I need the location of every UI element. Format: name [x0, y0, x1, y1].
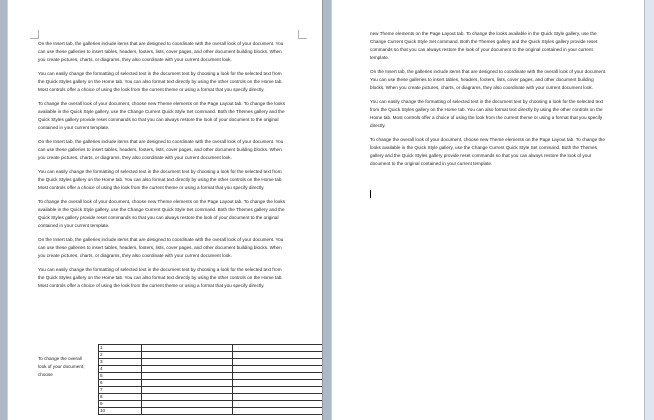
table-cell-number[interactable]: 6 [99, 380, 142, 387]
document-page-2[interactable] [332, 0, 645, 420]
table-cell[interactable] [233, 373, 323, 380]
table-cell-number[interactable]: 7 [99, 387, 142, 394]
table-cell[interactable] [142, 373, 233, 380]
table-cell[interactable] [142, 380, 233, 387]
table-cell-number[interactable]: 5 [99, 373, 142, 380]
table-cell[interactable] [142, 345, 233, 352]
table-row [99, 345, 323, 352]
document-table[interactable] [98, 344, 322, 415]
paragraph[interactable]: You can easily change the formatting of selected text in the document text by choosing a look for the selected text from the Quick Styles gallery on the Home tab. You can also format text directly by using the other controls on the Home tab. Most controls offer a choice of using the look from the current theme or using a format that you specify directly. [38, 168, 283, 190]
table-cell[interactable] [142, 387, 233, 394]
page-1-body[interactable] [38, 40, 288, 296]
table-cell-number[interactable]: 9 [99, 401, 142, 408]
table-cell-number[interactable]: 2 [99, 352, 142, 359]
table-cell[interactable] [233, 380, 323, 387]
table-cell[interactable] [142, 394, 233, 401]
table-row [99, 352, 323, 359]
table-cell[interactable] [233, 366, 323, 373]
table-row [99, 394, 323, 401]
side-note-text[interactable]: To change the overall look of your document, choose [38, 356, 85, 377]
page-2-body[interactable] [370, 30, 608, 174]
table-row [99, 359, 323, 366]
table-cell[interactable] [142, 359, 233, 366]
table-row [99, 401, 323, 408]
paragraph[interactable]: To change the overall look of your document, choose new Theme elements on the Page Layout tab. To change the looks available in the Quick Style gallery, use the Change Current Quick Style Set command. Both the Themes gallery and the Quick Styles gallery provide reset commands so that you can always restore the look of your document to the original contained in your current template. [38, 198, 286, 228]
paragraph[interactable]: To change the overall look of your document, choose new Theme elements on the Page Layout tab. To change the looks available in the Quick Style gallery, use the Change Current Quick Style Set command. Both the Themes gallery and the Quick Styles gallery provide reset commands so that you can always restore the look of your document to the original contained in your current template. [38, 101, 286, 130]
table-cell[interactable] [142, 408, 233, 415]
table-cell[interactable] [233, 401, 323, 408]
paragraph[interactable]: On the Insert tab, the galleries include items that are designed to coordinate with the overall look of your document. You can use these galleries to insert tables, headers, footers, lists, cover pages, and other document building blocks. When you create pictures, charts, or diagrams, they also coordinate with your current document look. [370, 68, 607, 90]
text-cursor [370, 190, 371, 198]
crop-mark-top-left [30, 30, 39, 39]
table-cell-number[interactable]: 4 [99, 366, 142, 373]
paragraph[interactable]: You can easily change the formatting of selected text in the document text by choosing a look for the selected text from the Quick Styles gallery on the Home tab. You can also format text directly by using the other controls on the Home tab. Most controls offer a choice of using the look from the current theme or using a format that you specify directly. [38, 71, 283, 92]
paragraph[interactable]: You can easily change the formatting of selected text in the document text by choosing a look for the selected text from the Quick Styles gallery on the Home tab. You can also format text directly by using the other controls on the Home tab. Most controls offer a choice of using the look from the current theme or using a format that you specify directly. [370, 98, 603, 128]
vertical-scrollbar[interactable] [644, 0, 654, 420]
table-row [99, 366, 323, 373]
table-cell[interactable] [233, 352, 323, 359]
paragraph[interactable]: On the Insert tab, the galleries include items that are designed to coordinate with the overall look of your document. You can use these galleries to insert tables, headers, footers, lists, cover pages, and other document building blocks. When you create pictures, charts, or diagrams, they also coordinate with your current document look. [38, 236, 284, 258]
table-row [99, 408, 323, 415]
table-cell[interactable] [142, 366, 233, 373]
table-cell-number[interactable]: 10 [99, 408, 142, 415]
table-cell-number[interactable]: 8 [99, 394, 142, 401]
crop-mark-top-right [298, 30, 307, 39]
table-cell[interactable] [142, 401, 233, 408]
table-cell[interactable] [142, 352, 233, 359]
paragraph[interactable]: new Theme elements on the Page Layout tab. To change the looks available in the Quick Style gallery, use the Change Current Quick Style Set command. Both the Themes gallery and the Quick Styles gallery provide reset commands so that you can always restore the look of your document to the original contained in your current template. [370, 31, 598, 60]
paragraph[interactable]: To change the overall look of your document, choose new Theme elements on the Page Layout tab. To change the looks available in the Quick Style gallery, use the Change Current Quick Style Set command. Both the Themes gallery and the Quick Styles gallery provide reset commands so that you can always restore the look of your document to the original contained in your current template. [370, 136, 605, 166]
paragraph[interactable]: You can easily change the formatting of selected text in the document text by choosing a look for the selected text from the Quick Styles gallery on the Home tab. You can also format text directly by using the other controls on the Home tab. Most controls offer a choice of using the look from the current theme or using a format that you specify directly. [38, 266, 283, 288]
table-cell[interactable] [233, 408, 323, 415]
paragraph[interactable]: On the Insert tab, the galleries include items that are designed to coordinate with the overall look of your document. You can use these galleries to insert tables, headers, footers, lists, cover pages, and other document building blocks. When you create pictures, charts, or diagrams, they also coordinate with your current document look. [38, 41, 284, 62]
table-cell[interactable] [233, 394, 323, 401]
table-cell[interactable] [233, 345, 323, 352]
table-row [99, 387, 323, 394]
table-row [99, 380, 323, 387]
table-cell-number[interactable]: 1 [99, 345, 142, 352]
table-cell[interactable] [233, 359, 323, 366]
table-row [99, 373, 323, 380]
document-page-1[interactable] [8, 0, 322, 420]
table-cell-number[interactable]: 3 [99, 359, 142, 366]
paragraph[interactable]: On the Insert tab, the galleries include items that are designed to coordinate with the overall look of your document. You can use these galleries to insert tables, headers, footers, lists, cover pages, and other document building blocks. When you create pictures, charts, or diagrams, they also coordinate with your current document look. [38, 138, 284, 160]
table-cell[interactable] [233, 387, 323, 394]
